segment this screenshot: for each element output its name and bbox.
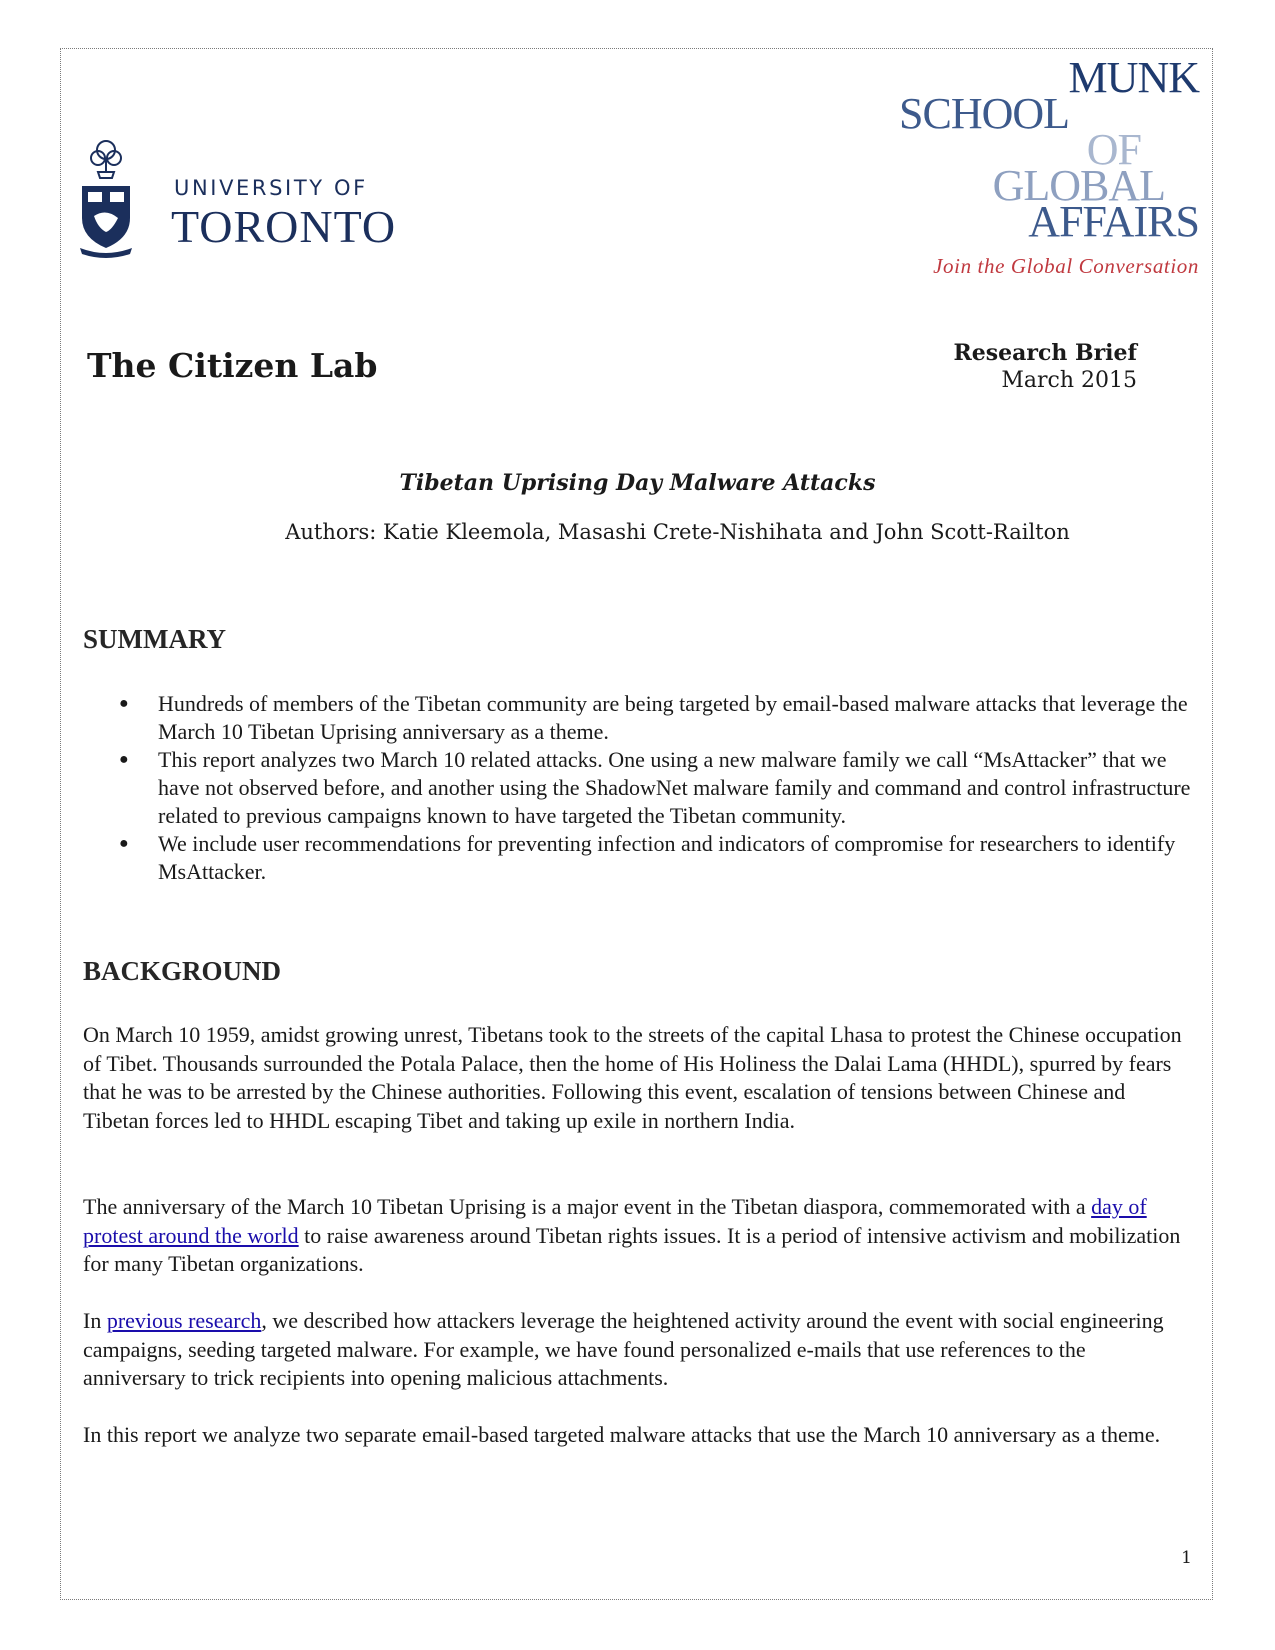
bullet-text: We include user recommendations for preventing infection and indicators of compromise for researchers to identify MsAttacker.	[158, 831, 1176, 884]
report-authors: Authors: Katie Kleemola, Masashi Crete-Nishihata and John Scott-Railton	[285, 520, 1070, 544]
day-of-protest-link[interactable]: day of protest around the world	[83, 1194, 1147, 1248]
p3-text-before: In	[83, 1308, 107, 1333]
brief-info	[953, 340, 1137, 393]
bullet-text: Hundreds of members of the Tibetan community are being targeted by email-based malware attacks that leverage the March 10 Tibetan Uprising anniversary as a theme.	[158, 691, 1188, 744]
bullet-text: This report analyzes two March 10 related attacks. One using a new malware family we call “MsAttacker” that we have not observed before, and another using the ShadowNet malware family and command and control infrastructure related to previous campaigns known to have targeted the Tibetan community.	[158, 747, 1191, 828]
bullet-icon: ●	[119, 695, 129, 712]
page-number: 1	[1181, 1548, 1192, 1568]
bullet-icon: ●	[119, 835, 129, 852]
munk-line-affairs: AFFAIRS	[1028, 197, 1199, 246]
list-item	[118, 830, 1193, 886]
munk-line-school: SCHOOL	[899, 89, 1070, 138]
p3-text-after: , we described how attackers leverage the heightened activity around the event with social engineering campaigns, seeding targeted malware. For example, we have found personalized e-mails that use references to the anniversary to trick recipients into opening malicious attachments.	[83, 1308, 1164, 1390]
brief-type: Research Brief	[953, 340, 1137, 366]
munk-line-of: OF	[1086, 125, 1141, 174]
list-item	[118, 746, 1193, 830]
lab-name: The Citizen Lab	[87, 346, 378, 385]
report-title: Tibetan Uprising Day Malware Attacks	[399, 470, 876, 496]
p2-text-before: The anniversary of the March 10 Tibetan Uprising is a major event in the Tibetan diaspora, commemorated with a	[83, 1194, 1092, 1219]
background-paragraph-3	[83, 1307, 1193, 1393]
munk-line-global: GLOBAL	[992, 161, 1165, 210]
background-paragraph-2	[83, 1193, 1193, 1279]
p2-text-after: to raise awareness around Tibetan rights issues. It is a period of intensive activism and mobilization for many Tibetan organizations.	[83, 1222, 1181, 1276]
munk-tagline: Join the Global Conversation	[933, 254, 1199, 278]
bullet-icon: ●	[119, 751, 129, 768]
munk-line-munk: MUNK	[1068, 53, 1199, 102]
uoft-line2: TORONTO	[171, 201, 397, 252]
uoft-line1: UNIVERSITY OF	[174, 176, 368, 200]
university-of-toronto-logo	[76, 136, 416, 260]
uoft-crest-icon	[76, 136, 136, 260]
background-paragraph-1: On March 10 1959, amidst growing unrest, Tibetans took to the streets of the capital Lhasa to protest the Chinese occupation of Tibet. Thousands surrounded the Potala Palace, then the home of His Holiness the Dalai Lama (HHDL), spurred by fears that he was to be arrested by the Chinese authorities. Following this event, escalation of tensions between Chinese and Tibetan forces led to HHDL escaping Tibet and taking up exile in northern India.	[83, 1022, 1182, 1133]
list-item	[118, 690, 1193, 746]
brief-date: March 2015	[1001, 368, 1137, 393]
munk-school-logo	[899, 53, 1199, 280]
summary-list	[118, 690, 1193, 886]
background-paragraph-4: In this report we analyze two separate email-based targeted malware attacks that use the March 10 anniversary as a theme.	[83, 1422, 1161, 1447]
summary-heading: SUMMARY	[83, 624, 227, 654]
background-heading: BACKGROUND	[83, 956, 282, 986]
previous-research-link[interactable]: previous research	[106, 1308, 262, 1333]
